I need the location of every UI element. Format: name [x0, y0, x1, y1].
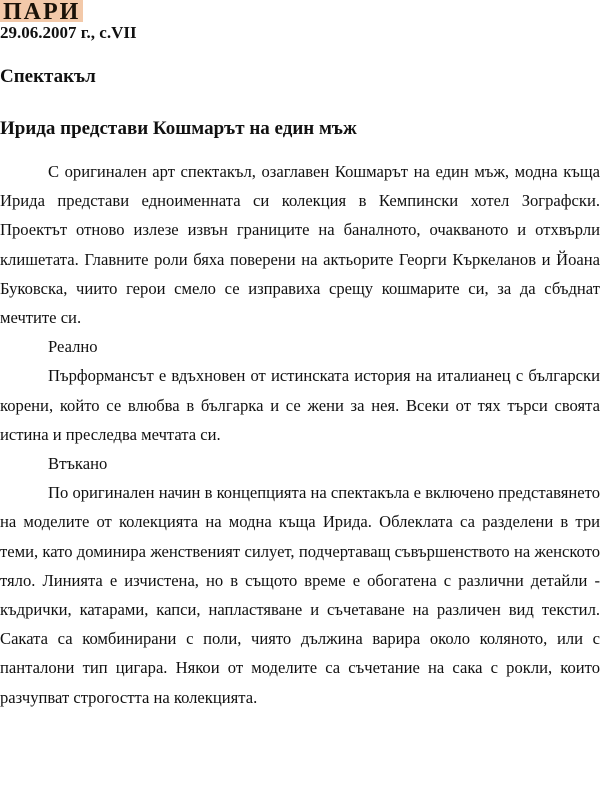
paragraph-story: Пърформансът е вдъхновен от истинската история на италианец с български корени, който се влюбва в българка и се жени за нея. Всеки от тях търси своята истина и преследва мечтата си.: [0, 366, 600, 444]
paragraph-collection: По оригинален начин в концепцията на спектакъла е включено представянето на моделите от колекцията на модна къща Ирида. Облеклата са разделени в три теми, като доминира женственият силует, подчертаващ съвършенството на женското тяло. Линията е изчистена, но в същото време е обогатена с различни детайли - къдрички, катарами, капси, напластяване и съчетаване на различен вид текстил. Саката са комбинирани с поли, чиято дължина варира около коляното, или с панталони тип цигара. Някои от моделите са съчетание на сака с рокли, които разчупват строгостта на колекцията.: [0, 483, 600, 707]
subheading-vtakano: Втъкано: [48, 454, 108, 474]
article-headline: Ирида представи Кошмарът на един мъж: [0, 118, 357, 139]
article-body: [0, 157, 600, 712]
section-title: Спектакъл: [0, 66, 96, 87]
publication-logo: ПАРИ: [0, 0, 83, 22]
paragraph-intro: С оригинален арт спектакъл, озаглавен Кошмарът на един мъж, модна къща Ирида представи едноименната си колекция в Кемпински хотел Зографски. Проектът отново излезе извън границите на баналното, очакваното и отхвърли клишетата. Главните роли бяха поверени на актьорите Георги Къркеланов и Йоана Буковска, чиито герои смело се изправиха срещу кошмарите си, за да сбъднат мечтите си.: [0, 162, 600, 328]
subheading-realno: Реално: [48, 337, 98, 357]
dateline: 29.06.2007 г., с.VII: [0, 23, 137, 42]
